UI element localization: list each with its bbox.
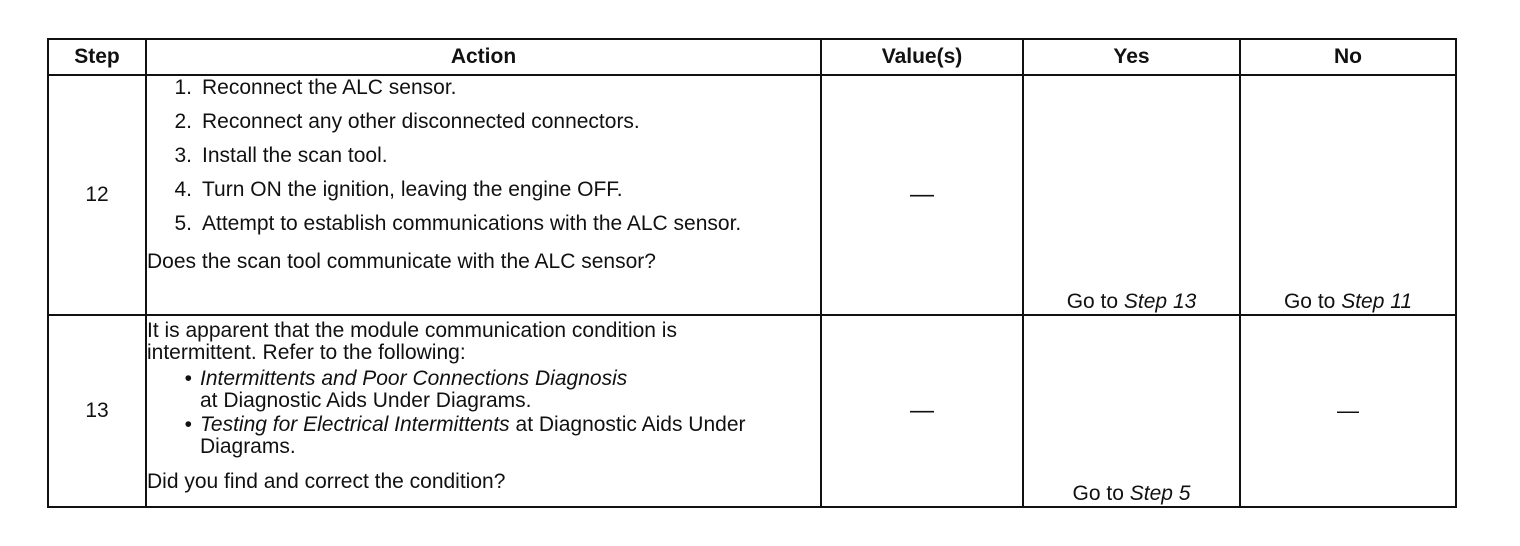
header-row bbox=[48, 39, 1456, 75]
reference-item bbox=[147, 414, 820, 458]
step-text: Attempt to establish communications with the ALC sensor. bbox=[202, 212, 742, 235]
yes-step-link[interactable]: Step 5 bbox=[1129, 482, 1191, 505]
reference-location: at Diagnostic Aids Under Diagrams. bbox=[200, 389, 532, 412]
reference-location: at Diagnostic Aids Under Diagrams. bbox=[200, 413, 746, 458]
no-cell[interactable] bbox=[1240, 75, 1456, 315]
step-num: 1. bbox=[174, 76, 192, 99]
step-number: 12 bbox=[48, 75, 146, 315]
reference-list bbox=[147, 368, 820, 458]
action-cell bbox=[146, 315, 821, 507]
yes-cell[interactable] bbox=[1023, 75, 1240, 315]
step-text: Install the scan tool. bbox=[202, 144, 388, 167]
yes-cell[interactable] bbox=[1023, 315, 1240, 507]
no-cell: — bbox=[1240, 315, 1456, 507]
step-num: 4. bbox=[174, 178, 192, 201]
diagnostic-table bbox=[47, 38, 1457, 508]
step-num: 3. bbox=[174, 144, 192, 167]
intro-text: It is apparent that the module communication condition is intermittent. Refer to the following: bbox=[147, 319, 677, 364]
value-cell: — bbox=[821, 75, 1023, 315]
action-steps-list bbox=[147, 76, 820, 236]
reference-item bbox=[147, 368, 820, 412]
question-text: Did you find and correct the condition? bbox=[147, 470, 506, 493]
table-row-step-12 bbox=[48, 75, 1456, 315]
header-values: Value(s) bbox=[821, 39, 1023, 75]
no-step-link[interactable]: Step 11 bbox=[1341, 290, 1413, 313]
question-text: Does the scan tool communicate with the ALC sensor? bbox=[147, 250, 656, 273]
bullet-icon: • bbox=[184, 367, 192, 390]
no-prefix: Go to bbox=[1283, 290, 1336, 313]
header-no: No bbox=[1240, 39, 1456, 75]
step-num: 2. bbox=[174, 110, 192, 133]
action-step bbox=[147, 76, 820, 100]
action-step bbox=[147, 212, 820, 236]
reference-link[interactable]: Intermittents and Poor Connections Diagnosis bbox=[200, 367, 628, 390]
header-action: Action bbox=[146, 39, 821, 75]
step-number: 13 bbox=[48, 315, 146, 507]
step-num: 5. bbox=[174, 212, 192, 235]
header-yes: Yes bbox=[1023, 39, 1240, 75]
action-cell bbox=[146, 75, 821, 315]
value-cell: — bbox=[821, 315, 1023, 507]
yes-step-link[interactable]: Step 13 bbox=[1123, 290, 1197, 313]
action-step bbox=[147, 178, 820, 202]
bullet-icon: • bbox=[184, 413, 192, 436]
header-step: Step bbox=[48, 39, 146, 75]
yes-prefix: Go to bbox=[1072, 482, 1124, 505]
action-step bbox=[147, 110, 820, 134]
step-text: Reconnect the ALC sensor. bbox=[202, 76, 457, 99]
step-text: Reconnect any other disconnected connectors. bbox=[202, 110, 640, 133]
table-row-step-13 bbox=[48, 315, 1456, 507]
step-text: Turn ON the ignition, leaving the engine OFF. bbox=[202, 178, 623, 201]
yes-prefix: Go to bbox=[1066, 290, 1119, 313]
action-step bbox=[147, 144, 820, 168]
reference-link[interactable]: Testing for Electrical Intermittents bbox=[200, 413, 510, 436]
